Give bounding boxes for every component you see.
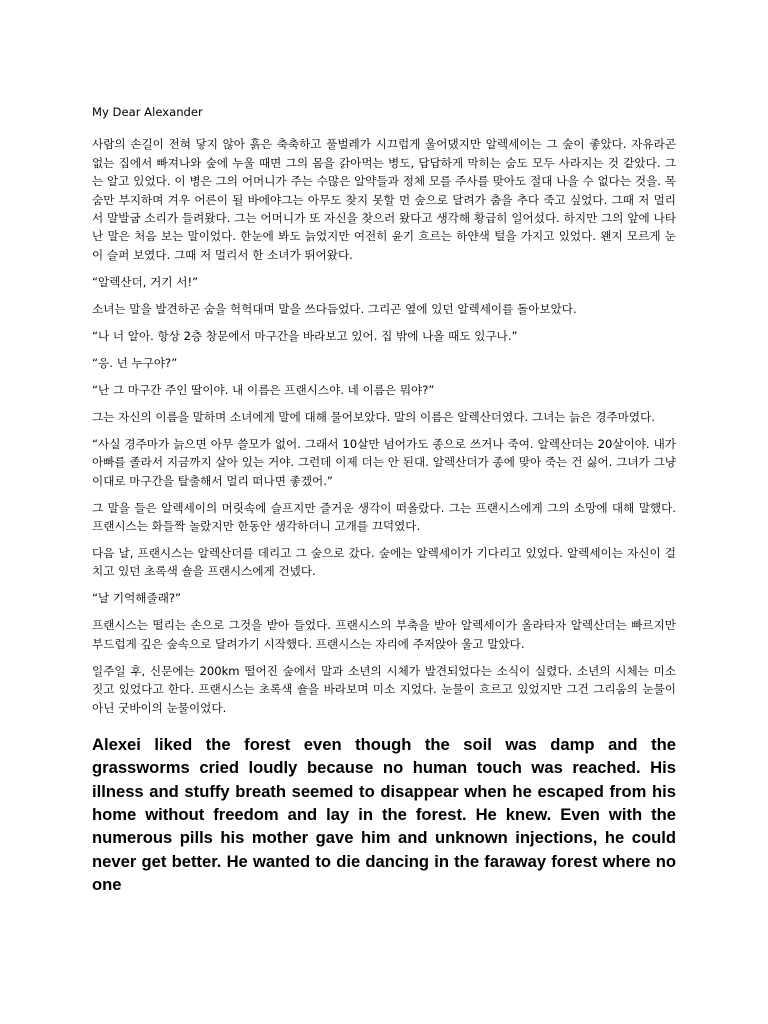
story-paragraph: “날 기억해줄래?” — [92, 591, 182, 606]
document-title: My Dear Alexander — [92, 105, 203, 119]
story-paragraph: 소녀는 말을 발견하곤 숨을 헉헉대며 말을 쓰다듬었다. 그리곤 옆에 있던 알렉세이를 돌아보았다. — [92, 301, 577, 316]
story-paragraph: “나 너 알아. 항상 2층 창문에서 마구간을 바라보고 있어. 집 밖에 나올 때도 있구나.” — [92, 328, 518, 343]
document-page — [92, 103, 676, 905]
english-translation-paragraph: Alexei liked the forest even though the soil was damp and the grassworms cried loudly because no human touch was reached. His illness and stuffy breath seemed to disappear when he escaped from his home without freedom and lay in the forest. He knew. Even with the numerous pills his mother gave him and unknown injections, he could never get better. He wanted to die dancing in the faraway forest where no one — [92, 735, 676, 894]
story-paragraph: 그는 자신의 이름을 말하며 소녀에게 말에 대해 물어보았다. 말의 이름은 알렉산더였다. 그녀는 늙은 경주마였다. — [92, 409, 655, 424]
story-paragraph: 그 말을 들은 알렉세이의 머릿속에 슬프지만 즐거운 생각이 떠올랐다. 그는 프랜시스에게 그의 소망에 대해 말했다. 프랜시스는 화들짝 놀랐지만 한동안 생각하더니 고개를 끄덕였다. — [92, 500, 676, 534]
story-paragraph: 사람의 손길이 전혀 닿지 않아 흙은 축축하고 풀벌레가 시끄럽게 울어댔지만 알렉세이는 그 숲이 좋았다. 자유라곤 없는 집에서 빠져나와 숲에 누울 때면 그의 몸을 갉아먹는 병도, 답답하게 막히는 숨도 모두 사라지는 것 같았다. 그는 알고 있었다. 이 병은 그의 어머니가 주는 수많은 알약들과 정체 모를 주사를 맞아도 절대 나을 수 없다는 것을. 목숨만 부지하며 겨우 어른이 될 바에야그는 아무도 찾지 못할 먼 숲으로 달려가 춤을 추다 죽고 싶었다. 그때 저 멀리서 말발굽 소리가 들려왔다. 그는 어머니가 또 자신을 찾으러 왔다고 생각해 황급히 일어섰다. 하지만 그의 앞에 나타난 말은 처음 보는 말이었다. 한눈에 봐도 늙었지만 여전히 윤기 흐르는 하얀색 털을 가지고 있었다. 왠지 모르게 눈이 슬퍼 보였다. 그때 저 멀리서 한 소녀가 뛰어왔다. — [92, 137, 677, 262]
story-paragraph: “난 그 마구간 주인 딸이야. 내 이름은 프랜시스야. 네 이름은 뭐야?” — [92, 382, 435, 397]
story-paragraph: “알렉산더, 거기 서!” — [92, 274, 199, 289]
story-paragraph: “응. 넌 누구야?” — [92, 355, 178, 370]
story-paragraph: 프랜시스는 떨리는 손으로 그것을 받아 들었다. 프랜시스의 부축을 받아 알렉세이가 올라타자 알렉산더는 빠르지만 부드럽게 깊은 숲속으로 달려가기 시작했다. 프랜시스는 자리에 주저앉아 울고 말았다. — [92, 618, 676, 651]
story-paragraph: 다음 날, 프랜시스는 알렉산더를 데리고 그 숲으로 갔다. 숲에는 알렉세이가 기다리고 있었다. 알렉세이는 자신이 걸치고 있던 초록색 숄을 프랜시스에게 건넸다. — [92, 546, 676, 579]
story-paragraph: “사실 경주마가 늙으면 아무 쓸모가 없어. 그래서 10살만 넘어가도 종으로 쓰거나 죽여. 알렉산더는 20살이야. 내가 아빠를 졸라서 지금까지 살아 있는 거야. 그런데 이제 더는 안 된대. 알렉산더가 종에 맞아 죽는 건 싫어. 그녀가 그냥 이대로 마구간을 탈출해서 멀리 떠나면 좋겠어.” — [92, 436, 676, 488]
story-paragraph: 일주일 후, 신문에는 200km 떨어진 숲에서 말과 소년의 시체가 발견되었다는 소식이 실렸다. 소년의 시체는 미소 짓고 있었다고 한다. 프랜시스는 초록색 숄을 바라보며 미소 지었다. 눈물이 흐르고 있었지만 그건 그리움의 눈물이 아닌 굿바이의 눈물이었다. — [92, 663, 676, 715]
